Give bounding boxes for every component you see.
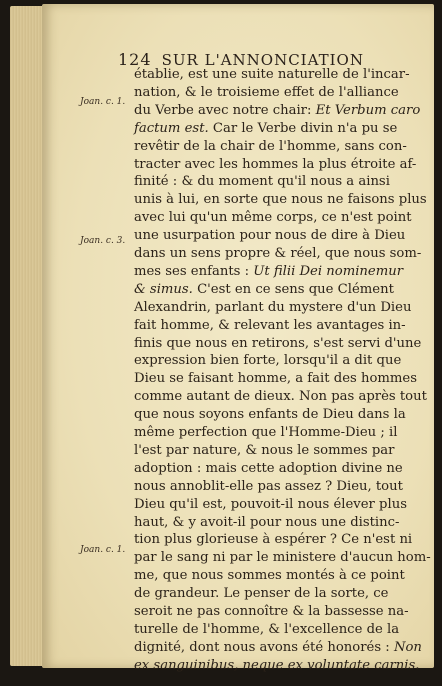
text-line xyxy=(134,173,390,191)
margin-note: Joan. c. 1. xyxy=(80,97,126,107)
text-run: établie, est une suite naturelle de l'incar- xyxy=(134,67,410,82)
text-line xyxy=(134,120,397,138)
text-run: Car le Verbe divin n'a pu se xyxy=(208,120,398,136)
text-run: adoption : mais cette adoption divine ne xyxy=(134,460,403,476)
text-line xyxy=(134,514,399,532)
text-line xyxy=(134,66,410,84)
text-run: finis que nous en retirons, s'est servi d'une xyxy=(134,335,422,351)
text-line xyxy=(134,84,399,102)
text-run: mes ses enfants : xyxy=(134,263,254,279)
text-line xyxy=(134,567,405,585)
text-line xyxy=(134,496,407,514)
page-number: 124 xyxy=(118,50,152,69)
text-run: seroit ne pas connoître & la bassesse na- xyxy=(134,604,409,619)
text-line xyxy=(134,335,421,353)
text-line xyxy=(134,531,412,549)
text-line xyxy=(134,603,409,621)
text-line xyxy=(134,549,431,567)
running-title: SUR L'ANNONCIATION xyxy=(161,51,364,69)
italic-latin-quote: ex sanguinibus, neque ex voluntate carnis. xyxy=(134,657,420,673)
text-line xyxy=(134,191,427,209)
text-run: Alexandrin, parlant du mystere d'un Dieu xyxy=(134,299,412,315)
text-run: Dieu qu'il est, pouvoit-il nous élever plus xyxy=(134,496,407,512)
italic-latin-quote: Et Verbum caro xyxy=(315,102,421,118)
text-line xyxy=(134,281,394,299)
text-line xyxy=(134,263,403,281)
text-run: expression bien forte, lorsqu'il a dit que xyxy=(134,353,402,369)
text-line xyxy=(134,156,416,174)
text-line xyxy=(134,227,405,245)
text-run: C'est en ce sens que Clément xyxy=(192,281,394,297)
italic-latin-quote: & simus. xyxy=(134,281,193,297)
text-line xyxy=(134,388,427,406)
margin-note: Joan. c. 1. xyxy=(80,545,126,555)
text-run: l'est par nature, & nous le sommes par xyxy=(134,442,395,458)
text-run: du Verbe avec notre chair: xyxy=(134,102,316,118)
text-run: nous annoblit-elle pas assez ? Dieu, tout xyxy=(134,478,403,494)
text-line xyxy=(134,585,388,603)
text-run: dans un sens propre & réel, que nous som- xyxy=(134,246,422,261)
italic-latin-quote: Non xyxy=(393,639,422,655)
text-run: Dieu se faisant homme, a fait des hommes xyxy=(134,371,417,387)
text-line xyxy=(134,299,411,317)
text-line xyxy=(134,478,403,496)
text-run: haut, & y avoit-il pour nous une distinc- xyxy=(134,514,400,530)
text-run: avec lui qu'un même corps, ce n'est point xyxy=(134,210,412,226)
text-run: tion plus glorieuse à espérer ? Ce n'est ni xyxy=(134,532,413,548)
text-line xyxy=(134,245,421,263)
text-line xyxy=(134,657,419,675)
text-run: une usurpation pour nous de dire à Dieu xyxy=(134,228,406,244)
text-run: dignité, dont nous avons été honorés : xyxy=(134,639,394,655)
text-line xyxy=(134,460,403,478)
text-line xyxy=(134,442,394,460)
text-run: fait homme, & relevant les avantages in- xyxy=(134,317,406,333)
text-line xyxy=(134,138,407,156)
text-run: de grandeur. Le penser de la sorte, ce xyxy=(134,586,389,602)
margin-note: Joan. c. 3. xyxy=(80,236,126,246)
italic-latin-quote: factum est. xyxy=(134,120,209,136)
text-run: comme autant de dieux. Non pas après tout xyxy=(134,389,427,405)
text-line xyxy=(134,102,420,120)
text-run: même perfection que l'Homme-Dieu ; il xyxy=(134,425,398,440)
text-line xyxy=(134,370,417,388)
text-line xyxy=(134,621,399,639)
text-line xyxy=(134,406,406,424)
text-line xyxy=(134,209,412,227)
text-line xyxy=(134,317,406,335)
text-line xyxy=(134,352,401,370)
text-run: turelle de l'homme, & l'excellence de la xyxy=(134,621,400,637)
text-run: tracter avec les hommes la plus étroite af- xyxy=(134,156,417,172)
text-run: finité : & du moment qu'il nous a ainsi xyxy=(134,174,390,190)
italic-latin-quote: Ut filii Dei nominemur xyxy=(253,263,404,279)
text-run: par le sang ni par le ministere d'aucun hom- xyxy=(134,550,431,566)
text-run: me, que nous sommes montés à ce point xyxy=(134,568,405,584)
text-run: revêtir de la chair de l'homme, sans con- xyxy=(134,138,407,154)
text-run: unis à lui, en sorte que nous ne faisons plus xyxy=(134,192,427,208)
text-run: nation, & le troisieme effet de l'alliance xyxy=(134,84,399,100)
text-line xyxy=(134,639,422,657)
text-line xyxy=(134,424,397,442)
text-run: que nous soyons enfants de Dieu dans la xyxy=(134,407,406,423)
